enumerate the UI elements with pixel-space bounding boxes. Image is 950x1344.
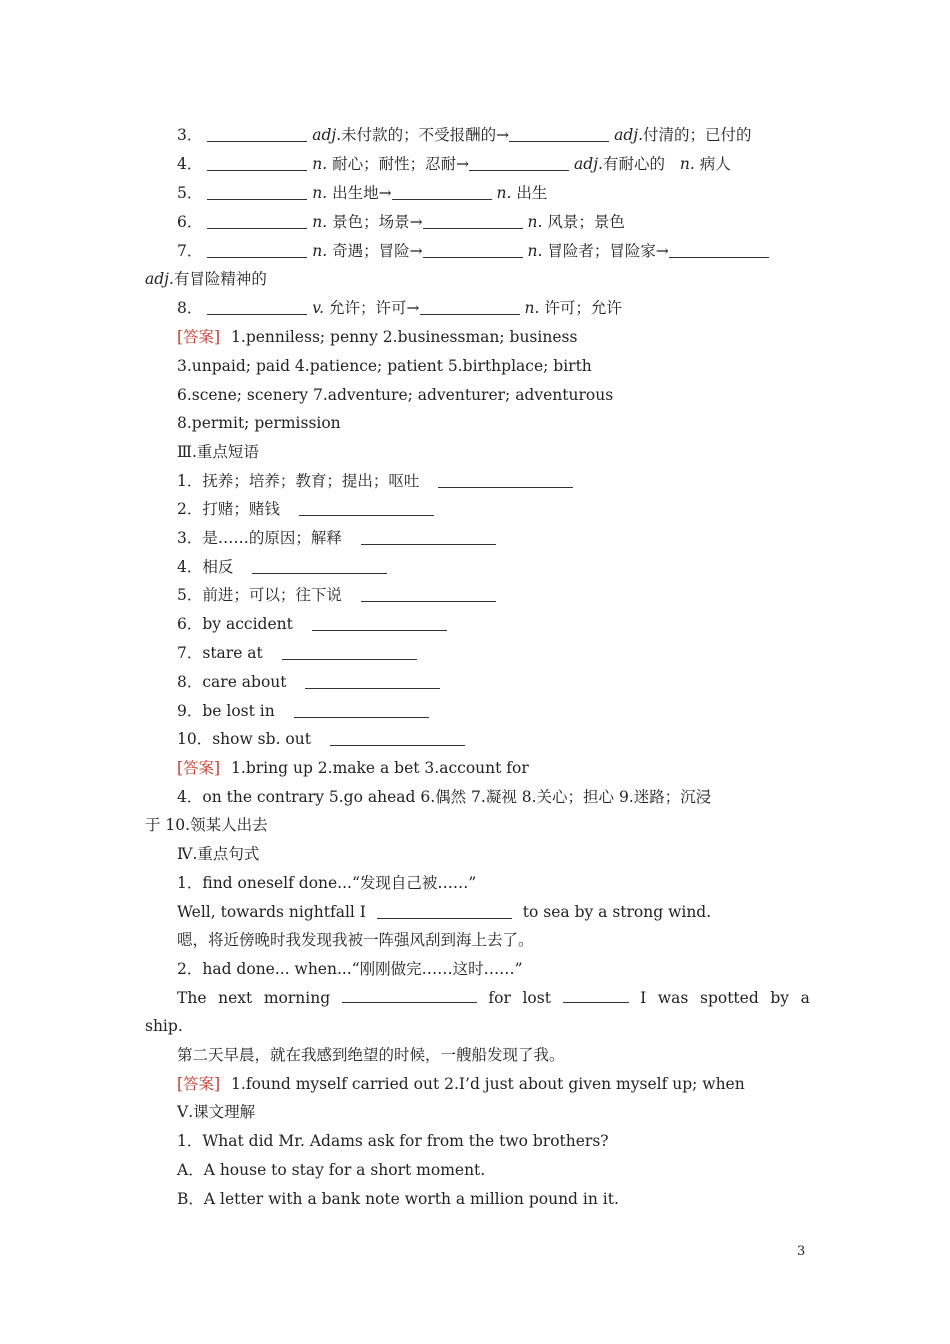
answer-blank bbox=[312, 614, 447, 631]
answer-blank bbox=[420, 298, 520, 315]
answer-blank bbox=[423, 212, 523, 229]
phrase-answer-line bbox=[145, 813, 810, 837]
pattern-text: 1．find oneself done...“发现自己被……” bbox=[177, 874, 477, 892]
answer-blank bbox=[294, 701, 429, 718]
sentence-text: ship. bbox=[145, 1017, 183, 1035]
answer-text: 1.penniless; penny 2.businessman; business bbox=[231, 328, 578, 346]
question-text: 1．What did Mr. Adams ask for from the two brothers? bbox=[177, 1132, 609, 1150]
phrase-item bbox=[145, 469, 810, 493]
phrase-item bbox=[145, 727, 810, 751]
definition: 付清的；已付的 bbox=[643, 126, 752, 144]
answer-blank bbox=[207, 212, 307, 229]
part-of-speech: n. bbox=[312, 213, 328, 231]
answer-text: 1.bring up 2.make a bet 3.account for bbox=[231, 759, 529, 777]
item-number: 7． bbox=[177, 242, 203, 260]
answer-text: 4．on the contrary 5.go ahead 6.偶然 7.凝视 8.关心；担心 9.迷路；沉浸 bbox=[177, 788, 712, 806]
answer-blank bbox=[330, 729, 465, 746]
item-number: 8． bbox=[177, 299, 203, 317]
answer-label: [答案] bbox=[177, 1075, 221, 1093]
vocab-answer-line bbox=[145, 383, 810, 407]
sentence-translation bbox=[145, 928, 810, 952]
answer-blank bbox=[377, 902, 512, 919]
part-of-speech: n. bbox=[312, 155, 328, 173]
phrase-prompt: 3．是……的原因；解释 bbox=[177, 529, 342, 547]
phrase-prompt: 8．care about bbox=[177, 673, 287, 691]
answer-blank bbox=[207, 154, 307, 171]
phrase-prompt: 1．抚养；培养；教育；提出；呕吐 bbox=[177, 472, 420, 490]
word: for bbox=[488, 989, 511, 1007]
answer-blank bbox=[392, 183, 492, 200]
part-of-speech: adj. bbox=[574, 155, 603, 173]
vocab-item-4 bbox=[145, 152, 810, 176]
answer-blank bbox=[282, 643, 417, 660]
definition: 有冒险精神的 bbox=[173, 270, 267, 288]
answer-blank bbox=[361, 585, 496, 602]
part-of-speech: n. bbox=[524, 299, 540, 317]
word: by bbox=[770, 989, 790, 1007]
item-number: 5． bbox=[177, 184, 203, 202]
word: I bbox=[640, 989, 647, 1007]
pattern-text: 2．had done... when...“刚刚做完……这时……” bbox=[177, 960, 523, 978]
sentence-exercise bbox=[145, 900, 810, 924]
answer-text: 3.unpaid; paid 4.patience; patient 5.birthplace; birth bbox=[177, 357, 592, 375]
definition: 风景；景色 bbox=[547, 213, 625, 231]
part-of-speech: v. bbox=[312, 299, 325, 317]
answer-text: 于 10.领某人出去 bbox=[145, 816, 268, 834]
sentence-pattern-title bbox=[145, 871, 810, 895]
part-of-speech: adj. bbox=[614, 126, 643, 144]
section-heading bbox=[145, 440, 810, 464]
definition: 出生地→ bbox=[332, 184, 392, 202]
sentence-pattern-title bbox=[145, 957, 810, 981]
answer-text: 8.permit; permission bbox=[177, 414, 341, 432]
sentence-exercise-cont bbox=[145, 1014, 810, 1038]
answer-blank bbox=[207, 183, 307, 200]
answer-label: [答案] bbox=[177, 759, 221, 777]
vocab-item-7 bbox=[145, 239, 810, 263]
answer-blank bbox=[342, 986, 477, 1003]
word: next bbox=[218, 989, 253, 1007]
sentence-exercise bbox=[145, 986, 810, 1010]
definition: 冒险者；冒险家→ bbox=[547, 242, 669, 260]
section-heading-text: Ⅲ.重点短语 bbox=[177, 443, 259, 461]
phrase-prompt: 6．by accident bbox=[177, 615, 293, 633]
definition: 出生 bbox=[516, 184, 548, 202]
answer-text: 1.found myself carried out 2.I’d just about given myself up; when bbox=[231, 1075, 745, 1093]
vocab-answer-line bbox=[145, 411, 810, 435]
answer-blank bbox=[207, 298, 307, 315]
phrase-prompt: 7．stare at bbox=[177, 644, 263, 662]
phrase-item bbox=[145, 583, 810, 607]
phrase-prompt: 9．be lost in bbox=[177, 702, 275, 720]
vocab-answer-line bbox=[145, 354, 810, 378]
answer-blank bbox=[509, 125, 609, 142]
phrase-item bbox=[145, 699, 810, 723]
sentence-translation bbox=[145, 1043, 810, 1067]
definition: 耐心；耐性；忍耐→ bbox=[332, 155, 470, 173]
answer-blank bbox=[207, 241, 307, 258]
phrase-answer-line bbox=[145, 785, 810, 809]
answer-blank bbox=[438, 471, 573, 488]
definition: 病人 bbox=[699, 155, 731, 173]
part-of-speech: n. bbox=[527, 213, 543, 231]
phrase-prompt: 4．相反 bbox=[177, 558, 234, 576]
vocab-item-5 bbox=[145, 181, 810, 205]
answer-blank bbox=[423, 241, 523, 258]
sentence-text: to sea by a strong wind. bbox=[522, 903, 712, 921]
answer-text: 6.scene; scenery 7.adventure; adventurer; adventurous bbox=[177, 386, 614, 404]
translation-text: 嗯，将近傍晚时我发现我被一阵强风刮到海上去了。 bbox=[177, 931, 534, 949]
answer-blank bbox=[469, 154, 569, 171]
item-number: 3． bbox=[177, 126, 203, 144]
section-heading bbox=[145, 1100, 810, 1124]
vocab-answer-line bbox=[145, 325, 810, 349]
part-of-speech: n. bbox=[527, 242, 543, 260]
part-of-speech: adj. bbox=[312, 126, 342, 144]
phrase-item bbox=[145, 555, 810, 579]
page-number: 3 bbox=[797, 1244, 806, 1259]
definition: 允许；许可→ bbox=[329, 299, 420, 317]
word: The bbox=[177, 989, 207, 1007]
answer-blank bbox=[299, 499, 434, 516]
part-of-speech: n. bbox=[312, 242, 328, 260]
part-of-speech: adj. bbox=[145, 270, 174, 288]
section-heading-text: Ⅴ.课文理解 bbox=[177, 1103, 256, 1121]
option-text: A．A house to stay for a short moment. bbox=[177, 1161, 486, 1179]
word: was bbox=[657, 989, 689, 1007]
phrase-item bbox=[145, 641, 810, 665]
phrase-item bbox=[145, 526, 810, 550]
phrase-prompt: 5．前进；可以；往下说 bbox=[177, 586, 342, 604]
item-number: 6． bbox=[177, 213, 203, 231]
sentence-answer-line bbox=[145, 1072, 810, 1096]
vocab-item-7-cont bbox=[145, 267, 810, 291]
comprehension-option bbox=[145, 1158, 810, 1182]
definition: 有耐心的 bbox=[602, 155, 665, 173]
part-of-speech: n. bbox=[679, 155, 695, 173]
phrase-item bbox=[145, 612, 810, 636]
answer-blank bbox=[669, 241, 769, 258]
part-of-speech: n. bbox=[312, 184, 328, 202]
sentence-text: Well, towards nightfall I bbox=[177, 903, 366, 921]
item-number: 4． bbox=[177, 155, 203, 173]
section-heading bbox=[145, 842, 810, 866]
phrase-item bbox=[145, 670, 810, 694]
answer-label: [答案] bbox=[177, 328, 221, 346]
definition: 未付款的；不受报酬的→ bbox=[341, 126, 510, 144]
section-heading-text: Ⅳ.重点句式 bbox=[177, 845, 260, 863]
translation-text: 第二天早晨，就在我感到绝望的时候，一艘船发现了我。 bbox=[177, 1046, 565, 1064]
comprehension-option bbox=[145, 1187, 810, 1211]
answer-blank bbox=[305, 672, 440, 689]
option-text: B．A letter with a bank note worth a million pound in it. bbox=[177, 1190, 619, 1208]
word: spotted bbox=[699, 989, 759, 1007]
answer-blank bbox=[563, 986, 629, 1003]
answer-blank bbox=[361, 528, 496, 545]
vocab-item-6 bbox=[145, 210, 810, 234]
phrase-answer-line bbox=[145, 756, 810, 780]
vocab-item-8 bbox=[145, 296, 810, 320]
part-of-speech: n. bbox=[496, 184, 512, 202]
answer-blank bbox=[207, 125, 307, 142]
comprehension-question bbox=[145, 1129, 810, 1153]
answer-blank bbox=[252, 557, 387, 574]
phrase-prompt: 10．show sb. out bbox=[177, 730, 311, 748]
phrase-item bbox=[145, 497, 810, 521]
definition: 许可；允许 bbox=[544, 299, 622, 317]
word: morning bbox=[263, 989, 331, 1007]
word: lost bbox=[522, 989, 551, 1007]
definition: 景色；场景→ bbox=[332, 213, 423, 231]
vocab-item-3 bbox=[145, 123, 810, 147]
definition: 奇遇；冒险→ bbox=[332, 242, 423, 260]
phrase-prompt: 2．打赌；赌钱 bbox=[177, 500, 280, 518]
word: a bbox=[800, 989, 810, 1007]
